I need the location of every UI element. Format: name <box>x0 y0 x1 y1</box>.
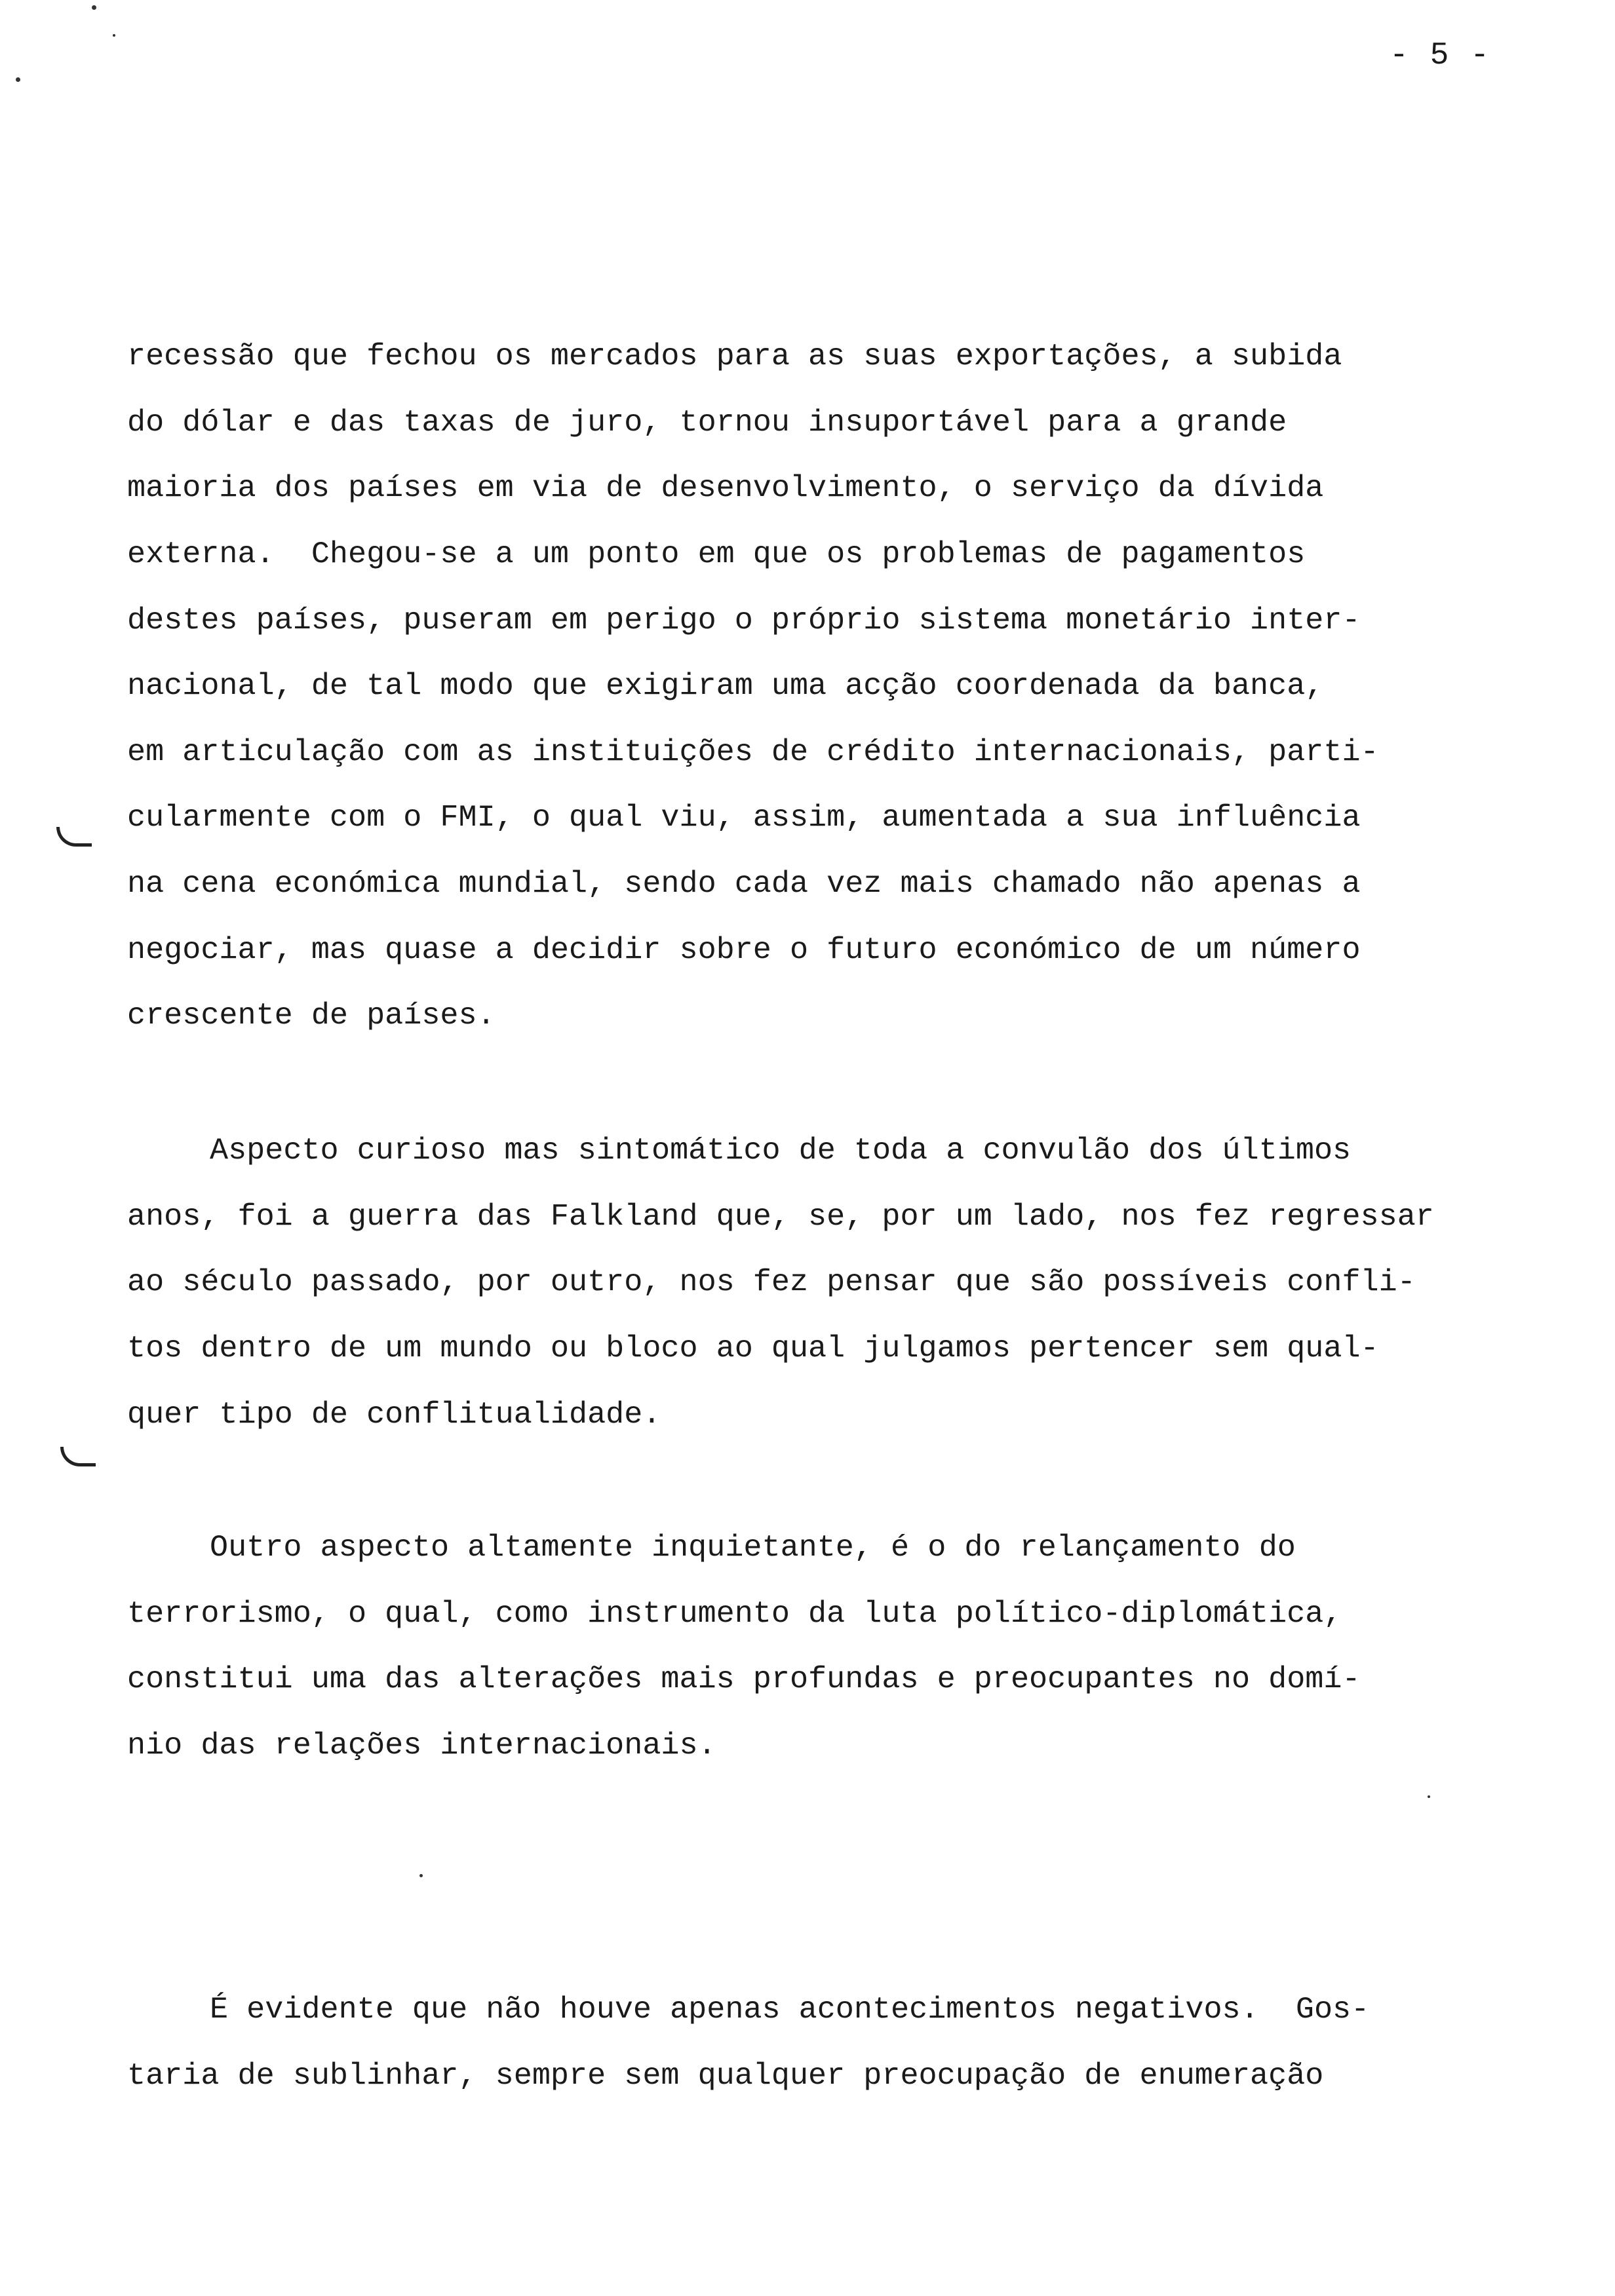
text-line: Aspecto curioso mas sintomático de toda a convulão dos últimos <box>210 1134 1352 1168</box>
text-line: nio das relações internacionais. <box>127 1729 716 1763</box>
margin-bracket-mark <box>60 1447 96 1466</box>
text-line: constitui uma das alterações mais profundas e preocupantes no domí- <box>127 1662 1361 1697</box>
margin-bracket-mark <box>56 827 92 847</box>
text-line: em articulação com as instituições de crédito internacionais, parti- <box>127 735 1379 770</box>
scan-speck <box>1428 1795 1430 1798</box>
text-line: É evidente que não houve apenas acontecimentos negativos. Gos- <box>210 1993 1370 2027</box>
text-line: terrorismo, o qual, como instrumento da luta político-diplomática, <box>127 1597 1342 1632</box>
text-line: quer tipo de conflitualidade. <box>127 1398 661 1432</box>
scan-speck <box>419 1874 423 1877</box>
text-line: tos dentro de um mundo ou bloco ao qual julgamos pertencer sem qual- <box>127 1331 1379 1366</box>
text-line: recessão que fechou os mercados para as suas exportações, a subida <box>127 339 1342 374</box>
text-line: crescente de países. <box>127 999 496 1033</box>
text-line: cularmente com o FMI, o qual viu, assim, aumentada a sua influência <box>127 801 1361 835</box>
text-line: negociar, mas quase a decidir sobre o futuro económico de um número <box>127 933 1361 968</box>
text-line: Outro aspecto altamente inquietante, é o do relançamento do <box>210 1531 1296 1565</box>
text-line: anos, foi a guerra das Falkland que, se, por um lado, nos fez regressar <box>127 1200 1434 1234</box>
text-line: destes países, puseram em perigo o próprio sistema monetário inter- <box>127 603 1361 638</box>
scan-speck <box>92 5 96 10</box>
text-line: maioria dos países em via de desenvolvimento, o serviço da dívida <box>127 471 1324 506</box>
text-line: do dólar e das taxas de juro, tornou insuportável para a grande <box>127 406 1287 440</box>
text-line: ao século passado, por outro, nos fez pensar que são possíveis confli- <box>127 1265 1416 1300</box>
text-line: externa. Chegou-se a um ponto em que os problemas de pagamentos <box>127 537 1306 572</box>
scan-speck <box>113 34 115 37</box>
text-line: taria de sublinhar, sempre sem qualquer preocupação de enumeração <box>127 2059 1324 2094</box>
page-number: - 5 - <box>1390 38 1491 73</box>
text-line: na cena económica mundial, sendo cada vez mais chamado não apenas a <box>127 867 1361 902</box>
scan-speck <box>16 77 20 82</box>
text-line: nacional, de tal modo que exigiram uma acção coordenada da banca, <box>127 669 1324 704</box>
